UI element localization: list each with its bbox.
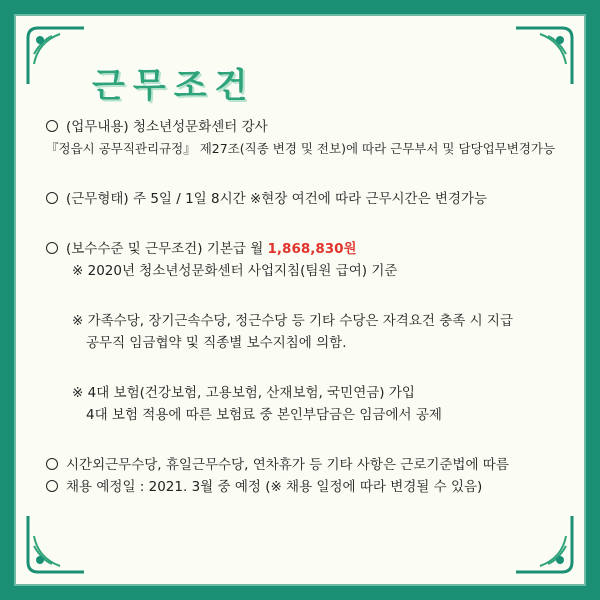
- pay-line: [46, 238, 586, 260]
- overtime-text: 시간외근무수당, 휴일근무수당, 연차휴가 등 기타 사항은 근로기준법에 따름: [66, 457, 509, 473]
- conditions-body: [46, 116, 586, 498]
- content-card: [14, 14, 586, 586]
- hire-date-text: 채용 예정일 : 2021. 3월 중 예정 (※ 채용 일정에 따라 변경될 수 있음): [66, 479, 483, 495]
- insurance-line: ※ 4대 보험(건강보험, 고용보험, 산재보험, 국민연금) 가입: [72, 385, 415, 401]
- duty-text: (업무내용) 청소년성문화센터 강사: [66, 119, 268, 135]
- circle-bullet-icon: [46, 458, 58, 470]
- work-type-text: (근무형태) 주 5일 / 1일 8시간 ※현장 여건에 따라 근무시간은 변경가능: [66, 191, 488, 207]
- overtime-line: [46, 454, 586, 476]
- pay-note: ※ 2020년 청소년성문화센터 사업지침(팀원 급여) 기준: [72, 263, 398, 279]
- allowance-detail: 공무직 임금협약 및 직종별 보수지침에 의함.: [86, 335, 347, 351]
- pay-amount: 1,868,830원: [267, 241, 357, 257]
- circle-bullet-icon: [46, 242, 58, 254]
- work-type-line: [46, 188, 586, 210]
- corner-ornament-icon: [512, 24, 576, 88]
- circle-bullet-icon: [46, 192, 58, 204]
- duty-line: [46, 116, 586, 138]
- circle-bullet-icon: [46, 120, 58, 132]
- corner-ornament-icon: [24, 512, 88, 576]
- regulation-line: 『정읍시 공무직관리규정』 제27조(직종 변경 및 전보)에 따라 근무부서 및 담당업무변경가능: [46, 141, 556, 156]
- hire-date-line: [46, 476, 586, 498]
- corner-ornament-icon: [24, 24, 88, 88]
- circle-bullet-icon: [46, 480, 58, 492]
- pay-label: (보수수준 및 근무조건) 기본급 월: [66, 241, 268, 257]
- page-title: 근무조건: [92, 66, 256, 106]
- allowance-line: ※ 가족수당, 장기근속수당, 정근수당 등 기타 수당은 자격요건 충족 시 지급: [72, 313, 513, 329]
- insurance-detail: 4대 보험 적용에 따른 보험료 중 본인부담금은 임금에서 공제: [86, 407, 442, 423]
- corner-ornament-icon: [512, 512, 576, 576]
